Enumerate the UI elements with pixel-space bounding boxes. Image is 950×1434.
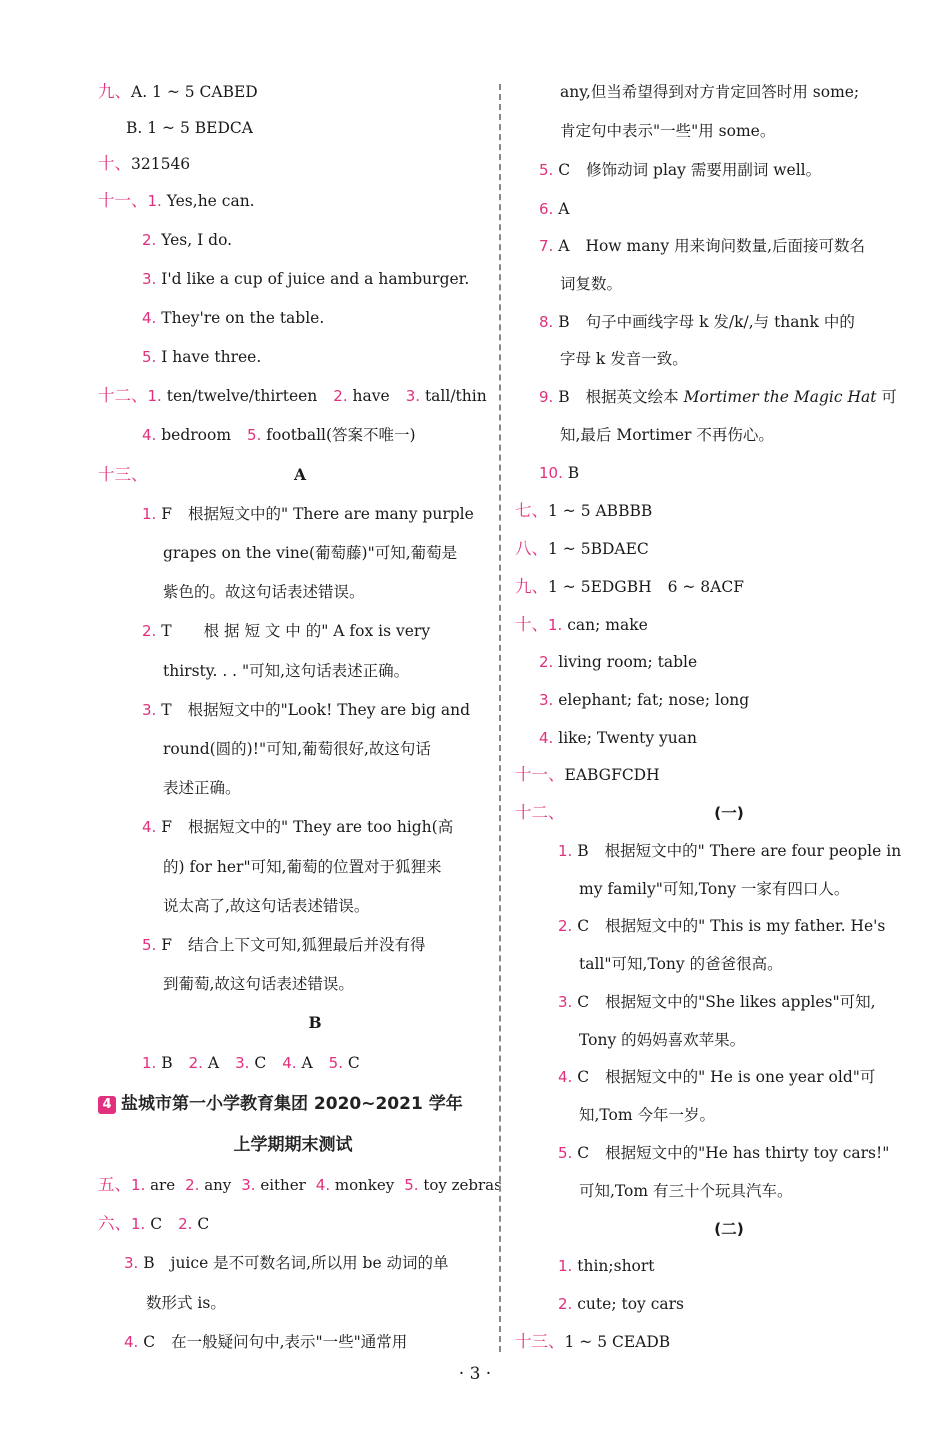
answer-line: 3. elephant; fat; nose; long — [539, 691, 750, 709]
page-number: · 3 · — [458, 1364, 492, 1384]
answer-line: 十、321546 — [98, 154, 191, 173]
section-badge: 4 — [98, 1096, 116, 1114]
answer-line: 3. T 根据短文中的"Look! They are big and — [142, 701, 471, 719]
answer-line: 2. Yes, I do. — [142, 231, 233, 249]
answer-line: 十一、1. Yes,he can. — [98, 191, 255, 210]
answer-line: 字母 k 发音一致。 — [560, 350, 688, 368]
answer-line: 九、1 ~ 5EDGBH 6 ~ 8ACF — [515, 577, 744, 596]
answer-line: Tony 的妈妈喜欢苹果。 — [579, 1031, 746, 1049]
answer-line: 5. F 结合上下文可知,狐狸最后并没有得 — [142, 936, 426, 954]
answer-line: 2. cute; toy cars — [558, 1295, 684, 1313]
answer-line: 2. living room; table — [539, 653, 698, 671]
column-divider — [499, 84, 501, 1352]
answer-line: 6. A — [539, 200, 570, 218]
answer-line: 六、1. C 2. C — [98, 1214, 210, 1233]
part-label: (二) — [714, 1220, 744, 1238]
answer-line: round(圆的)!"可知,葡萄很好,故这句话 — [163, 740, 431, 758]
answer-line: 4. bedroom 5. football(答案不唯一) — [142, 426, 416, 444]
section-heading: 十二、 — [515, 803, 565, 822]
answer-line: 2. C 根据短文中的" This is my father. He's — [558, 917, 886, 935]
section-heading: 十三、 — [98, 465, 148, 484]
answer-line: 1. B 根据短文中的" There are four people in — [558, 842, 902, 860]
answer-line: 4. C 根据短文中的" He is one year old"可 — [558, 1068, 876, 1086]
answer-line: 4. F 根据短文中的" They are too high(高 — [142, 818, 454, 836]
answer-line: 词复数。 — [560, 275, 623, 293]
answer-line: 8. B 句子中画线字母 k 发/k/,与 thank 中的 — [539, 313, 855, 331]
answer-line: 的) for her"可知,葡萄的位置对于狐狸来 — [163, 858, 442, 876]
answer-line: 1. F 根据短文中的" There are many purple — [142, 505, 474, 523]
answer-line: 五、1. are 2. any 3. either 4. monkey 5. toy zebras — [98, 1175, 502, 1194]
answer-line: 5. C 根据短文中的"He has thirty toy cars!" — [558, 1144, 890, 1162]
part-label: B — [308, 1013, 322, 1032]
answer-line: 数形式 is。 — [146, 1294, 226, 1312]
answer-line: 4. They're on the table. — [142, 309, 325, 327]
answer-line: 4. C 在一般疑问句中,表示"一些"通常用 — [124, 1333, 408, 1351]
answer-line: 十、1. can; make — [515, 615, 648, 634]
test-subtitle: 上学期期末测试 — [233, 1135, 353, 1155]
answer-line: 9. B 根据英文绘本 Mortimer the Magic Hat 可 — [539, 388, 897, 406]
answer-line: 说太高了,故这句话表述错误。 — [163, 897, 370, 915]
answer-line: 九、A. 1 ~ 5 CABED — [98, 82, 258, 101]
answer-line: 5. C 修饰动词 play 需要用副词 well。 — [539, 161, 822, 179]
answer-line: thirsty. . . "可知,这句话表述正确。 — [163, 662, 410, 680]
answer-line: 十三、1 ~ 5 CEADB — [515, 1332, 671, 1351]
answer-line: 知,Tom 今年一岁。 — [579, 1106, 716, 1124]
answer-line: 3. I'd like a cup of juice and a hamburger. — [142, 270, 470, 288]
answer-line: 肯定句中表示"一些"用 some。 — [560, 122, 776, 140]
part-label: A — [293, 465, 307, 484]
answer-line: 七、1 ~ 5 ABBBB — [515, 501, 653, 520]
answer-line: 表述正确。 — [163, 779, 241, 797]
answer-line: 1. B 2. A 3. C 4. A 5. C — [142, 1054, 360, 1072]
answer-line: 2. T 根 据 短 文 中 的" A fox is very — [142, 622, 431, 640]
answer-line: 1. thin;short — [558, 1257, 655, 1275]
answer-line: my family"可知,Tony 一家有四口人。 — [579, 880, 850, 898]
answer-line: 4. like; Twenty yuan — [539, 729, 697, 747]
answer-line: tall"可知,Tony 的爸爸很高。 — [579, 955, 783, 973]
answer-line: 紫色的。故这句话表述错误。 — [163, 583, 365, 601]
answer-line: any,但当希望得到对方肯定回答时用 some; — [560, 83, 860, 101]
answer-line: 十一、EABGFCDH — [515, 765, 660, 784]
part-label: (一) — [714, 804, 744, 822]
answer-line: 3. B juice 是不可数名词,所以用 be 动词的单 — [124, 1254, 449, 1272]
answer-line: grapes on the vine(葡萄藤)"可知,葡萄是 — [163, 544, 458, 562]
answer-line: 7. A How many 用来询问数量,后面接可数名 — [539, 237, 866, 255]
answer-line: B. 1 ~ 5 BEDCA — [126, 119, 253, 137]
answer-line: 知,最后 Mortimer 不再伤心。 — [560, 426, 774, 444]
answer-line: 5. I have three. — [142, 348, 262, 366]
answer-line: 10. B — [539, 464, 580, 482]
answer-line: 八、1 ~ 5BDAEC — [515, 539, 649, 558]
answer-line: 3. C 根据短文中的"She likes apples"可知, — [558, 993, 876, 1011]
answer-line: 可知,Tom 有三十个玩具汽车。 — [579, 1182, 793, 1200]
answer-line: 十二、1. ten/twelve/thirteen 2. have 3. tall/thin — [98, 386, 487, 405]
test-title: 4 盐城市第一小学教育集团 2020~2021 学年 — [98, 1093, 463, 1115]
answer-line: 到葡萄,故这句话表述错误。 — [163, 975, 354, 993]
